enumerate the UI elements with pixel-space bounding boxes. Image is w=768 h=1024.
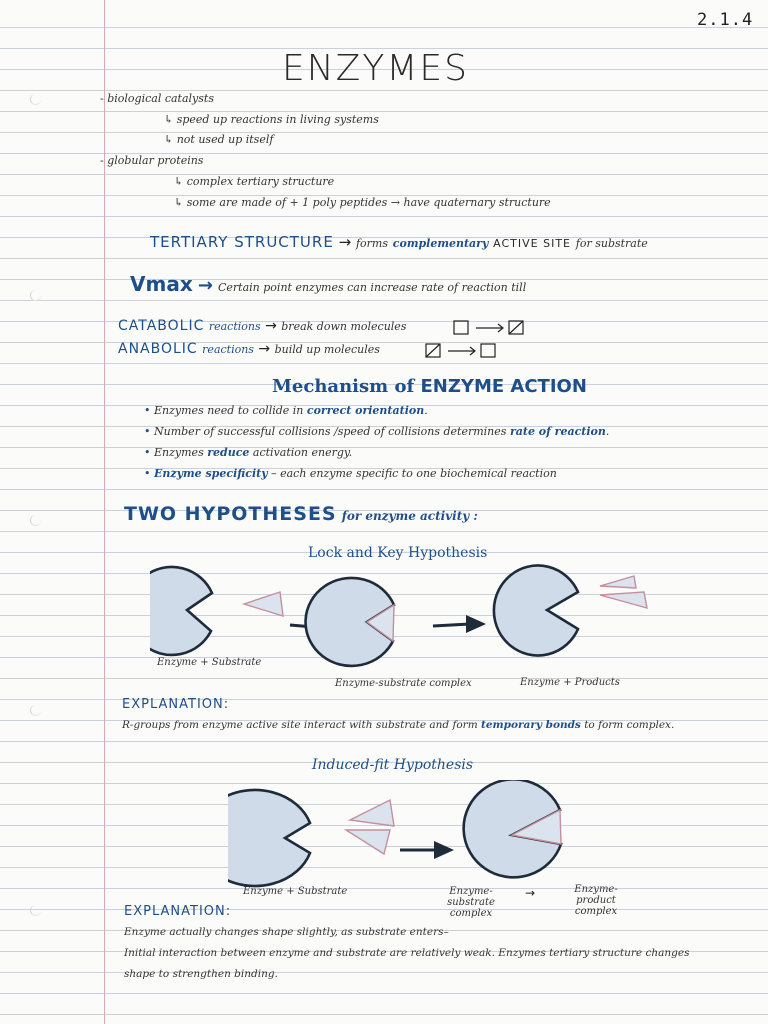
binder-hole (30, 94, 41, 105)
enzyme-shape (494, 566, 578, 656)
note-globular-proteins: - globular proteins (100, 154, 204, 167)
anabolic-line (118, 341, 380, 357)
mechanism-heading (272, 376, 587, 397)
catabolic-square-icon (452, 319, 532, 337)
anabolic-text: build up molecules (274, 343, 380, 356)
substrate-shape (244, 592, 283, 616)
hypotheses-heading (124, 503, 478, 525)
catabolic-line (118, 318, 406, 334)
induced-fit-label: Enzyme-product complex (574, 884, 618, 917)
note-not-used: ↳ not used up itself (164, 133, 274, 146)
arrow-icon: → (197, 275, 213, 296)
note-biological-catalysts: - biological catalysts (100, 92, 214, 105)
binder-hole (30, 290, 41, 301)
mechanism-bullet: • Number of successful collisions /speed of collisions determines rate of reaction. (144, 425, 610, 438)
tertiary-line (150, 233, 648, 251)
hypotheses-sub: for enzyme activity : (341, 509, 478, 523)
anabolic-term: ANABOLIC (118, 341, 198, 357)
catabolic-word: reactions (208, 320, 261, 333)
binder-hole (30, 515, 41, 526)
mechanism-bullet: • Enzymes need to collide in correct orientation. (144, 404, 428, 417)
note-speed-up: ↳ speed up reactions in living systems (164, 113, 379, 126)
anabolic-word: reactions (202, 343, 254, 356)
tertiary-caps: ACTIVE SITE (493, 237, 571, 250)
lock-key-label: Enzyme-substrate complex (335, 678, 472, 689)
lock-key-diagram (150, 562, 660, 670)
lock-key-label: Enzyme + Products (520, 677, 620, 688)
vmax-text: Certain point enzymes can increase rate of reaction till (218, 281, 527, 294)
mechanism-heading-a: Mechanism of (272, 376, 415, 397)
lock-key-explanation: R-groups from enzyme active site interact with substrate and form temporary bonds to form complex. (122, 719, 675, 731)
enzyme-shape (228, 790, 310, 886)
lock-key-title: Lock and Key Hypothesis (308, 545, 488, 561)
note-polypeptides: ↳ some are made of + 1 poly peptides → have quaternary structure (174, 196, 551, 209)
arrow-icon: → (265, 318, 277, 334)
arrow-icon: → (338, 233, 352, 251)
induced-fit-explanation-line: shape to strengthen binding. (124, 968, 278, 980)
induced-fit-label: Enzyme + Substrate (243, 886, 348, 897)
induced-fit-label: Enzyme-substrate complex (447, 886, 495, 919)
mechanism-heading-b: ENZYME ACTION (420, 376, 587, 397)
induced-fit-explanation-heading: EXPLANATION: (124, 904, 232, 919)
induced-fit-title: Induced-fit Hypothesis (312, 757, 474, 773)
anabolic-square-icon (424, 342, 504, 360)
substrate-shape (346, 830, 390, 854)
enzyme-shape (150, 567, 212, 655)
tertiary-text-a: forms (355, 237, 388, 250)
mechanism-bullet: • Enzyme specificity – each enzyme specific to one biochemical reaction (144, 467, 557, 480)
note-complex-tertiary: ↳ complex tertiary structure (174, 175, 335, 188)
mechanism-bullet: • Enzymes reduce activation energy. (144, 446, 353, 459)
tertiary-highlight: complementary (392, 237, 489, 250)
induced-fit-diagram (228, 780, 578, 890)
binder-hole (30, 905, 41, 916)
vmax-line (130, 272, 526, 296)
arrow-icon: → (258, 341, 271, 357)
hypotheses-title: TWO HYPOTHESES (124, 503, 337, 525)
tertiary-term: TERTIARY STRUCTURE (150, 233, 334, 251)
vmax-term: Vmax (130, 272, 193, 296)
catabolic-term: CATABOLIC (118, 318, 205, 334)
induced-fit-explanation-line: Initial interaction between enzyme and substrate are relatively weak. Enzymes tertiary structure changes (124, 947, 690, 959)
arrow-icon: → (525, 886, 536, 900)
lock-key-label: Enzyme + Substrate (157, 657, 262, 668)
induced-fit-explanation-line: Enzyme actually changes shape slightly, as substrate enters– (124, 926, 449, 938)
lock-key-explanation-heading: EXPLANATION: (122, 697, 230, 712)
page-number: 2.1.4 (697, 10, 754, 30)
tertiary-text-b: for substrate (575, 237, 648, 250)
product-shape (600, 592, 647, 608)
page-title: ENZYMES (282, 48, 469, 89)
binder-hole (30, 705, 41, 716)
substrate-shape (350, 800, 394, 826)
product-shape (600, 576, 636, 588)
catabolic-text: break down molecules (281, 320, 407, 333)
